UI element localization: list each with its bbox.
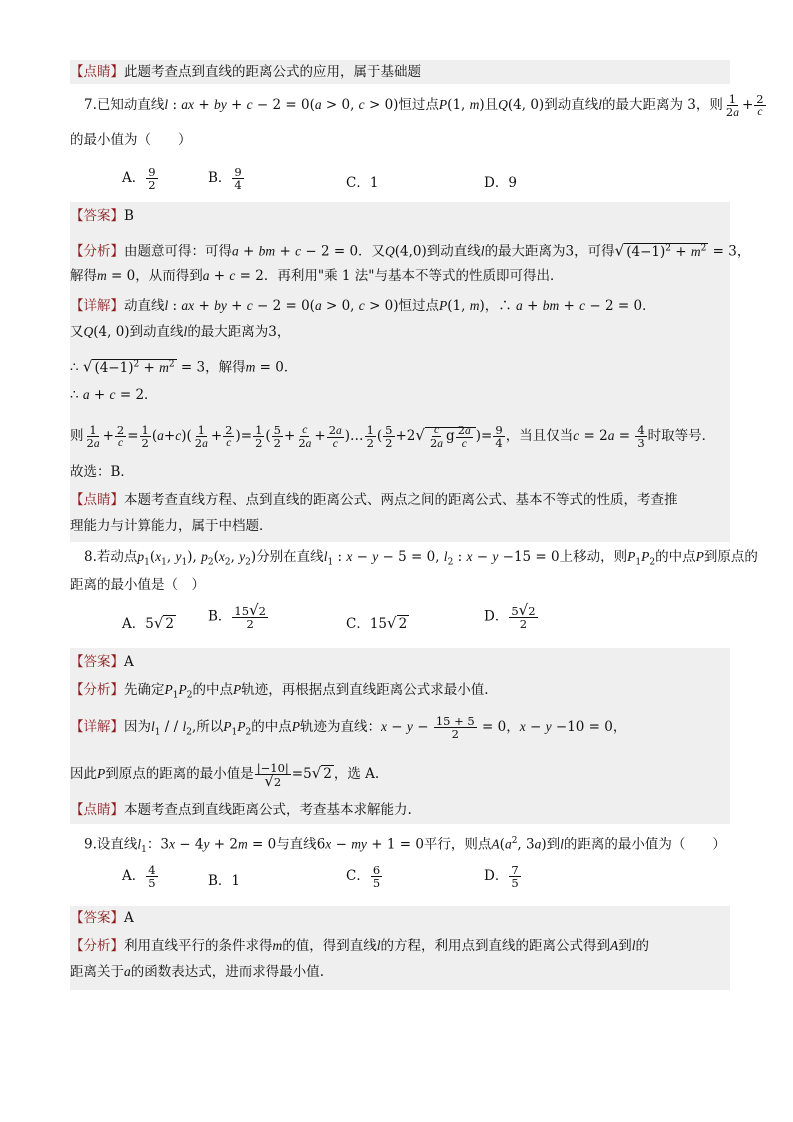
q6-dianjing (70, 60, 730, 84)
q7-answer: 【答案】B (70, 208, 134, 224)
q7-dianjing-2: 理能力与计算能力，属于中档题． (70, 518, 273, 534)
q8-options (70, 601, 730, 644)
q7-options (70, 166, 730, 200)
q7-xiangjie-1: 【详解】动直线l : ax + by + c − 2 = 0(a > 0, c > 0)恒过点P(1, m)，∴ a + bm + c − 2 = 0． (70, 298, 656, 314)
q7-xiangjie-4: ∴ a + c = 2． (70, 387, 158, 403)
q8-stem-2: 距离的最小值是（ ） (70, 577, 205, 593)
dianjing-label: 【点睛】 (70, 64, 124, 80)
q9-option-c[interactable]: C． $\frac{6}{5}$ (346, 863, 381, 890)
q7-option-d[interactable]: D．9 (484, 175, 517, 191)
q8-answer: 【答案】A (70, 654, 134, 670)
q8-fenxi: 【分析】先确定$P_1P_2$的中点P轨迹，再根据点到直线距离公式求最小值. (70, 682, 489, 701)
q7-dianjing-1: 【点睛】本题考查直线方程、点到直线的距离公式、两点之间的距离公式、基本不等式的性质，考查推 (70, 492, 678, 508)
q7-xiangjie-5: 则 $\frac{1}{2a}$ + $\frac{2}{c}$ = $\frac{1}{2}$ (a+c)( $\frac{1}{2a}$ + $\frac{2}{c}$ )= $\frac{1}{2}$ ( $\frac{5}{2}$ + $\frac{c}{2a}$ + $\frac{2a}{c}$ )… $\frac{1}{2}$ ( $\frac{5}{2}$ +2√ $\frac{c}{2a}$ g $\frac{2a}{c}$ )= $\frac{9}{4}$ ，当且仅当c = 2a = $\frac{4}{3}$ 时取等号． (70, 422, 716, 450)
q8-dianjing: 【点睛】本题考查点到直线距离公式，考查基本求解能力. (70, 802, 412, 818)
q9-option-d[interactable]: D． $\frac{7}{5}$ (484, 863, 519, 890)
q7-xiangjie-3: ∴ √ $(4-1)^2 + m^2 = 3$，解得m = 0． (70, 357, 298, 376)
q8-xiangjie: 【详解】因为$l_1$ / / $l_2$,所以$P_1P_2$的中点P轨迹为直线：x − y − $\frac{15 + 5}{2}$ = 0，x − y −10 = 0， (70, 714, 627, 741)
q9-options (70, 864, 730, 900)
q8-xiangjie-2: 因此P到原点的距离的最小值是 $\frac{|-10|}{√2}$ =5√ 2 ，选 A. (70, 760, 380, 790)
q7-answer-value: B (124, 208, 134, 224)
q9-option-a[interactable]: A． $\frac{4}{5}$ (122, 863, 156, 890)
q9-fenxi-1: 【分析】利用直线平行的条件求得m的值，得到直线l的方程，利用点到直线的距离公式得到A到l的 (70, 938, 650, 954)
q9-option-b[interactable]: B．1 (208, 873, 241, 889)
q7-option-a[interactable]: A． $\frac{9}{2}$ (122, 165, 156, 192)
q7-xiangjie-2: 又Q(4, 0)到动直线l的最大距离为3， (70, 324, 291, 340)
q7-option-c[interactable]: C．1 (346, 175, 379, 191)
q9-answer: 【答案】A (70, 910, 134, 926)
q9-stem: 9.设直线$l_1$：3x − 4y + 2m = 0与直线6x − my + 1 = 0平行，则点$A(a^2$, 3a)到l的距离的最小值为（ ） (84, 836, 726, 856)
q7-fenxi-2: 解得m = 0，从而得到a + c = 2．再利用"乘 1 法"与基本不等式的性质即可得出． (70, 268, 564, 284)
q8-option-b[interactable]: B． $\frac{15√2}{2}$ (208, 601, 266, 631)
q7-stem: 7.已知动直线l : ax + by + c − 2 = 0(a > 0, c > 0)恒过点P(1, m)且Q(4, 0)到动直线l的最大距离为 3，则 $\frac{1}{2a}$ + $\frac{2}{c}$ (84, 91, 764, 119)
q7-option-b[interactable]: B． $\frac{9}{4}$ (208, 165, 242, 192)
q9-answer-value: A (124, 910, 134, 926)
q7-stem-2: 的最小值为（ ） (70, 132, 192, 148)
q6-dianjing-text: 此题考查点到直线的距离公式的应用，属于基础题 (124, 64, 421, 80)
q7-fenxi-1: 【分析】由题意可得：可得a + bm + c − 2 = 0．又Q(4,0)到动直线l的最大距离为3，可得√ $(4-1)^2 + m^2 = 3$， (70, 241, 751, 260)
q8-stem: 8.若动点$p_1(x_1$, $y_1$), $p_2(x_2$, $y_2$)分别在直线$l_1$ : x − y − 5 = 0, $l_2$ : x − y −15 = 0上移动，则$P_1P_2$的中点P到原点的 (84, 549, 758, 568)
q7-guxuan: 故选：B． (70, 464, 134, 480)
q9-fenxi-2: 距离关于a的函数表达式，进而求得最小值. (70, 964, 325, 980)
q8-answer-value: A (124, 654, 134, 670)
q8-option-a[interactable]: A．5√ 2 (122, 614, 174, 632)
q8-option-c[interactable]: C．15√ 2 (346, 614, 408, 632)
q8-option-d[interactable]: D． $\frac{5√2}{2}$ (484, 601, 536, 631)
